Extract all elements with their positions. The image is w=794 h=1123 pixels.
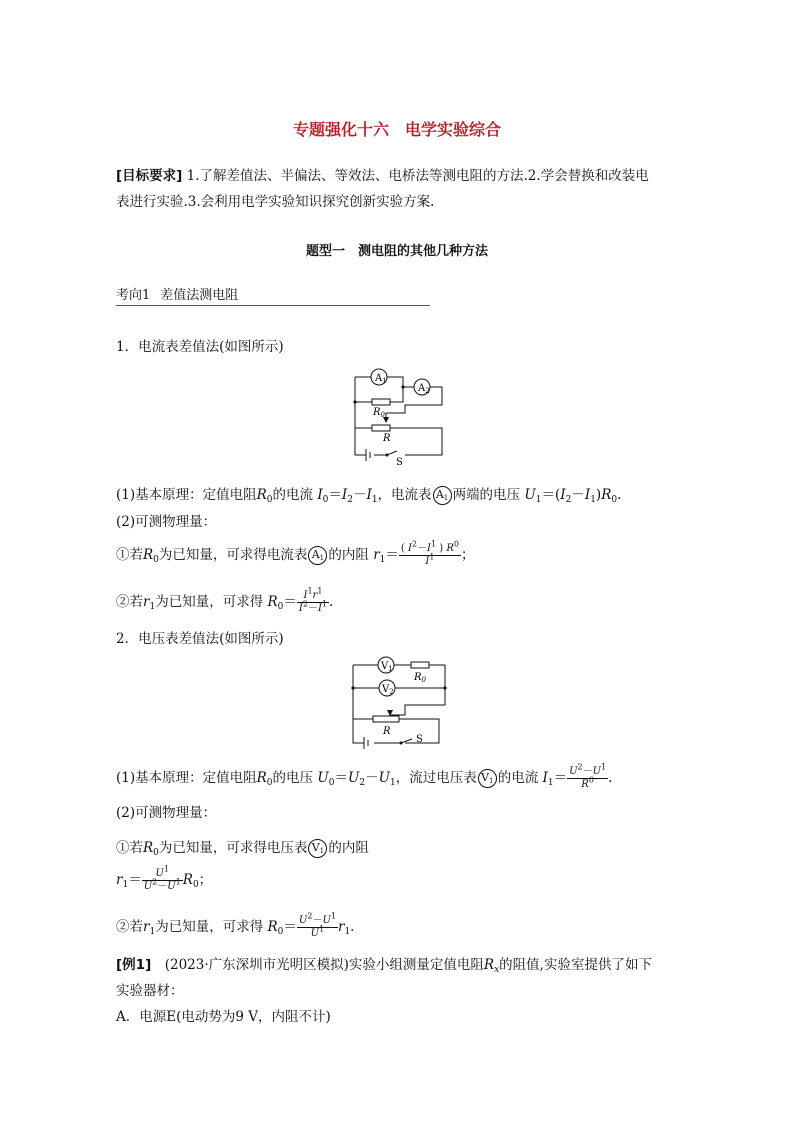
method2-case-1: ①若$R_0$为已知量，可求得电压表 $V_1$ 的内阻 — [116, 840, 369, 858]
method2-principle: (1)基本原理：定值电阻$R_0$的电压 $U_0=U_2-U_1$，流过电压表 $V_1$ 的电流 $I_1=$ $\frac{U^2-U^1}{R^0}$ . — [116, 762, 613, 790]
s-label: S — [396, 457, 403, 468]
method1-measurable: (2)可测物理量： — [116, 514, 217, 530]
r0-label: $R_0$ — [373, 407, 385, 419]
method1-case-2: ②若$r_1$为已知量，可求得 $R_0=$ $\frac{I^1r^1}{I^2-I^1}$ . — [116, 586, 334, 614]
example-line-2: 实验器材： — [116, 983, 184, 999]
r-label: R — [383, 433, 391, 444]
example-tag: [例1] — [116, 957, 152, 973]
method1-principle: (1)基本原理：定值电阻$R_0$的电流 $I_0=I_2-I_1$，电流表 $A_1$ 两端的电压 $U_1=(I_2-I_1)R_0$. — [116, 487, 622, 505]
ammeter-a1-icon-2: $A_1$ — [308, 546, 327, 565]
a2-label: $A_2$ — [418, 383, 430, 395]
s-label-2: S — [416, 734, 423, 745]
goal-tag: [目标要求] — [116, 168, 183, 184]
goal-text-1: 1.了解差值法、半偏法、等效法、电桥法等测电阻的方法.2.学会替换和改装电 — [186, 168, 649, 184]
v2-label: $V_2$ — [382, 684, 394, 696]
method2-formula-r1: $r_1=$ $\frac{U^1}{U^2-U^1}$ $R_0$； — [116, 864, 213, 892]
method2-heading: 2．电压表差值法(如图所示) — [116, 631, 284, 647]
ammeter-difference-circuit — [345, 365, 460, 470]
goal-line-1 — [116, 165, 649, 187]
example-line-3: A．电源E(电动势为9 V，内阻不计) — [116, 1009, 331, 1025]
a1-label: $A_1$ — [375, 373, 387, 385]
r-label-2: R — [383, 726, 391, 737]
voltmeter-v1-icon-2: $V_1$ — [308, 839, 327, 858]
goal-line-2: 表进行实验.3.会利用电学实验知识探究创新实验方案. — [116, 194, 435, 210]
page-title: 专题强化十六 电学实验综合 — [292, 120, 501, 139]
type-heading: 题型一 测电阻的其他几种方法 — [305, 244, 488, 259]
voltmeter-v1-icon: $V_1$ — [478, 769, 497, 788]
method2-measurable: (2)可测物理量： — [116, 805, 217, 821]
example-line-1: [例1] (2023·广东深圳市光明区模拟)实验小组测量定值电阻$R_x$的阻值,实验室提供了如下 — [116, 957, 652, 975]
method1-heading: 1．电流表差值法(如图所示) — [116, 339, 284, 355]
section-tag-title: 差值法测电阻 — [160, 288, 239, 303]
method2-case-2: ②若$r_1$为已知量，可求得 $R_0=$ $\frac{U^2-U^1}{U^1}$ $r_1$. — [116, 911, 355, 939]
section-tag — [116, 287, 430, 306]
r0-label-2: $R_0$ — [414, 672, 426, 684]
v1-label: $V_1$ — [381, 661, 393, 673]
ammeter-a1-icon: $A_1$ — [433, 486, 452, 505]
voltmeter-difference-circuit — [345, 655, 460, 750]
method1-case-1: ①若$R_0$为已知量，可求得电流表 $A_1$ 的内阻 $r_1=$ $\frac{( I^2-I^1 ) R^0}{I^1}$ ； — [116, 539, 475, 567]
section-tag-label: 考向1 — [116, 288, 151, 303]
